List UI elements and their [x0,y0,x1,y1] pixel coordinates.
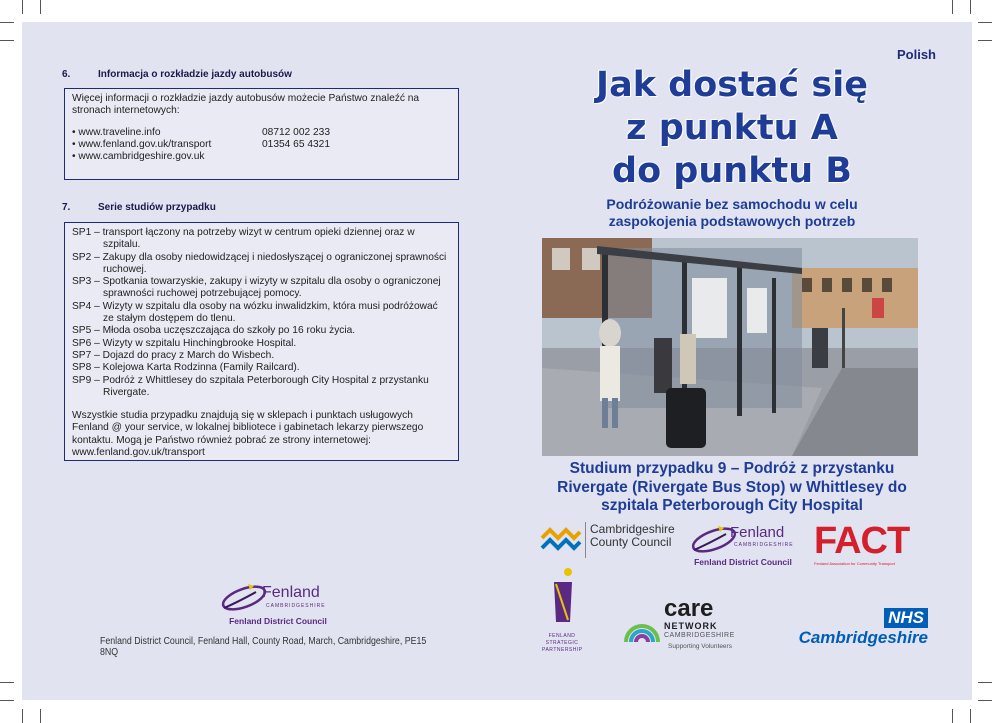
crop-mark [0,22,14,23]
crop-mark [22,709,23,723]
partnership-line: FENLAND [548,633,576,639]
partnership-figure-icon [542,562,582,628]
crop-mark [970,709,971,723]
council-name-line: Cambridgeshire [590,522,675,536]
timetable-intro: Więcej informacji o rozkładzie jazdy autobusów możecie Państwo znaleźć na stronach internetowych: [72,93,420,117]
case-study-list [72,227,451,399]
nhs-badge: NHS [884,608,928,628]
partnership-line: STRATEGIC [545,640,579,646]
title-line: z punktu A [626,108,838,148]
section-number: 7. [62,202,71,213]
back-panel [22,22,492,700]
nhs-region: Cambridgeshire [798,628,928,647]
fact-tagline: Fenland Association for Community Transport [814,561,895,566]
language-label: Polish [896,47,936,62]
care-county-text: CAMBRIDGESHIRE [664,632,735,639]
crop-mark [40,709,41,723]
care-tagline: Supporting Volunteers [668,643,732,650]
case-study-item: SP3 – Spotkania towarzyskie, zakupy i wizyty w szpitalu dla osoby o ograniczonej sprawności ruchowej potrzebującej pomocy. [72,276,441,300]
crop-mark [978,682,992,683]
link-cambridgeshire[interactable]: • www.cambridgeshire.gov.uk [72,151,262,163]
cambridgeshire-council-logo [540,522,680,562]
subtitle-line: zaspokojenia podstawowych potrzeb [608,213,856,229]
case-study-item: SP4 – Wizyty w szpitalu dla osoby na wózku inwalidzkim, która musi podróżować ze stałym dostępem do tlenu. [72,300,438,325]
front-panel [492,22,972,700]
leaflet-subtitle [492,196,972,230]
crop-mark [970,0,971,14]
case-study-item: SP8 – Kolejowa Karta Rodzinna (Family Railcard). [72,362,300,374]
fenland-logo [218,578,338,628]
title-line: do punktu B [612,151,852,191]
crop-mark [978,700,992,701]
crop-mark [0,40,14,41]
leaflet-title [492,64,972,193]
logo-divider [585,522,586,558]
fenland-subtext: CAMBRIDGESHIRE [266,603,326,609]
council-name [590,523,675,549]
crop-mark [952,709,953,723]
link-fenland-transport[interactable]: • www.fenland.gov.uk/transport [72,139,262,151]
crop-mark [952,0,953,14]
waves-icon [540,526,582,554]
fenland-strategic-partnership-logo [542,562,582,662]
link-traveline[interactable]: • www.traveline.info [72,127,262,139]
crop-mark [978,40,992,41]
crop-mark [0,700,14,701]
fact-wordmark: FACT [814,520,910,562]
fenland-subtext: CAMBRIDGESHIRE [734,542,794,548]
fact-logo [814,522,922,568]
fenland-caption: Fenland District Council [694,557,792,567]
section-number: 6. [62,69,71,80]
case-study-item: SP7 – Dojazd do pracy z March do Wisbech. [72,349,275,361]
council-name-line: County Council [590,535,672,549]
fenland-wordmark: Fenland [730,524,785,541]
section-title: Serie studiów przypadku [98,202,216,213]
section-6-heading [62,69,292,80]
partnership-text [542,633,582,654]
leaflet-page [22,22,972,700]
care-network-text: NETWORK [664,621,718,631]
care-network-logo [622,595,762,654]
timetable-info-box [64,88,459,180]
crop-mark [40,0,41,14]
crop-mark [0,682,14,683]
section-7-heading [62,202,216,213]
case-study-item: SP2 – Zakupy dla osoby niedowidzącej i niedosłyszącej o ograniczonej sprawności ruchowej. [72,251,447,275]
care-wordmark: care [664,595,714,622]
nhs-cambridgeshire-logo [798,608,948,650]
phone-fenland: 01354 65 4321 [262,138,330,150]
case-study-title [492,460,972,516]
fenland-caption: Fenland District Council [229,616,327,626]
case-study-box [64,222,459,461]
case-study-item: SP1 – transport łączony na potrzeby wizyt w centrum opieki dziennej oraz w szpitalu. [72,227,415,251]
crop-mark [22,0,23,14]
case-study-item: SP5 – Młoda osoba uczęszczająca do szkoły po 16 roku życia. [72,325,356,337]
case-study-item: SP9 – Podróż z Whittlesey do szpitala Peterborough City Hospital z przystanku Rivergate. [72,374,429,398]
crop-mark [978,22,992,23]
case-title-line: szpitala Peterborough City Hospital [601,497,863,514]
fenland-council-logo [688,520,798,572]
case-study-item: SP6 – Wizyty w szpitalu Hinchingbrooke Hospital. [72,337,297,349]
availability-note: Wszystkie studia przypadku znajdują się w sklepach i punktach usługowych Fenland @ your service, w lokalnej bibliotece i gabinetach lekarzy pierwszego kontaktu. Mogą je Państwo również pobrać ze strony internetowej: www.fenland.gov.uk/transport [72,410,424,459]
case-title-line: Studium przypadku 9 – Podróż z przystanku [569,460,895,477]
partnership-line: PARTNERSHIP [542,647,583,653]
council-address: Fenland District Council, Fenland Hall, County Road, March, Cambridgeshire, PE15 8NQ [100,636,427,658]
title-line: Jak dostać się [596,65,868,105]
section-title: Informacja o rozkładzie jazdy autobusów [98,69,292,80]
phone-traveline: 08712 002 233 [262,126,330,138]
fenland-wordmark: Fenland [262,584,320,601]
subtitle-line: Podróżowanie bez samochodu w celu [606,196,858,212]
links-list [72,127,451,164]
rainbow-arc-icon [622,604,662,644]
bus-stop-photo [542,238,918,456]
case-title-line: Rivergate (Rivergate Bus Stop) w Whittlesey do [557,478,907,496]
